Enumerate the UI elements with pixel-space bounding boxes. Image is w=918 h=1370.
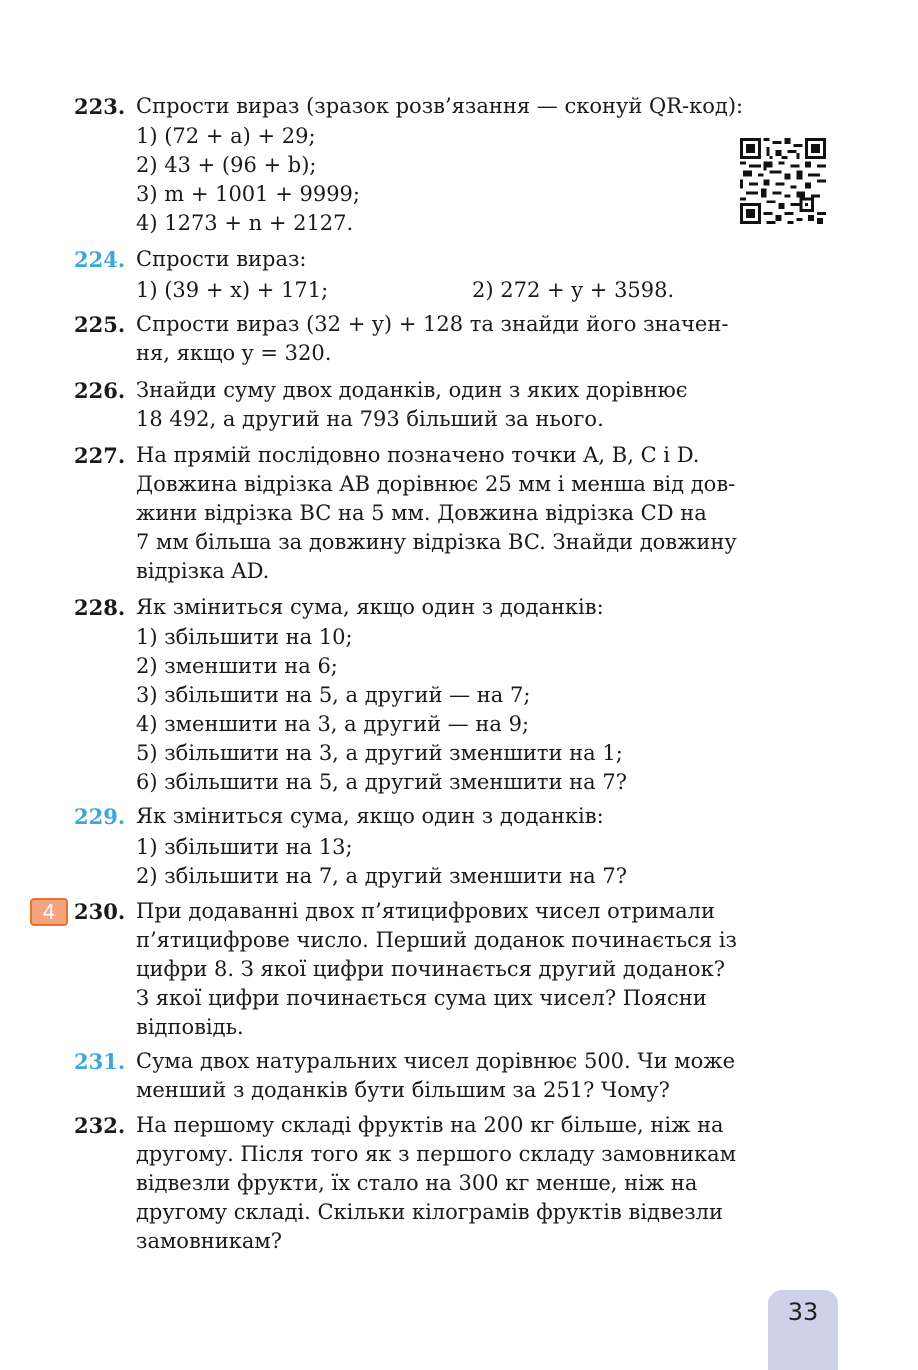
page-number-tab bbox=[768, 1290, 838, 1370]
exercise-text-line: п’ятицифрове число. Перший доданок починається із bbox=[136, 928, 738, 952]
exercise-subitem: 5) збільшити на 3, а другий зменшити на 1; bbox=[136, 741, 623, 765]
exercise-subitem: 4) 1273 + n + 2127. bbox=[136, 211, 354, 235]
exercise-text-line: Як зміниться сума, якщо один з доданків: bbox=[136, 595, 604, 619]
exercise-subitem: 1) (72 + a) + 29; bbox=[136, 124, 316, 148]
exercise-number: 231. bbox=[74, 1049, 126, 1074]
exercise-text-line: При додаванні двох п’ятицифрових чисел отримали bbox=[136, 899, 715, 923]
exercise-text-line: другому. Після того як з першого складу замовникам bbox=[136, 1142, 737, 1166]
exercise-number: 224. bbox=[74, 247, 126, 272]
exercise-text-line: 7 мм більша за довжину відрізка BC. Знайди довжину bbox=[136, 530, 737, 554]
exercise-number: 225. bbox=[74, 312, 126, 337]
exercise-text-line: 18 492, а другий на 793 більший за нього. bbox=[136, 407, 604, 431]
exercise-subitem: 2) зменшити на 6; bbox=[136, 654, 338, 678]
exercise-text-line: цифри 8. З якої цифри починається другий доданок? bbox=[136, 957, 725, 981]
exercise-number: 226. bbox=[74, 378, 126, 403]
exercise-text-line: відрізка AD. bbox=[136, 559, 270, 583]
exercise-subitem: 2) 43 + (96 + b); bbox=[136, 153, 317, 177]
exercise-subitem: 2) 272 + y + 3598. bbox=[472, 278, 675, 302]
exercise-text-line: відповідь. bbox=[136, 1015, 244, 1039]
exercise-text-line: відвезли фрукти, їх стало на 300 кг менше, ніж на bbox=[136, 1171, 698, 1195]
exercise-text-line: замовникам? bbox=[136, 1229, 283, 1253]
qr-code-icon[interactable] bbox=[740, 138, 826, 224]
exercise-subitem: 2) збільшити на 7, а другий зменшити на 7? bbox=[136, 864, 627, 888]
exercise-number: 228. bbox=[74, 595, 126, 620]
exercise-text-line: З якої цифри починається сума цих чисел? Поясни bbox=[136, 986, 707, 1010]
exercise-text-line: другому складі. Скільки кілограмів фруктів відвезли bbox=[136, 1200, 724, 1224]
exercise-subitem: 6) збільшити на 5, а другий зменшити на 7? bbox=[136, 770, 627, 794]
exercise-text-line: Спрости вираз (32 + y) + 128 та знайди його значен- bbox=[136, 312, 729, 336]
exercise-subitem: 1) (39 + x) + 171; bbox=[136, 278, 329, 302]
exercise-number: 227. bbox=[74, 443, 126, 468]
exercise-number: 229. bbox=[74, 804, 126, 829]
exercise-text-line: Знайди суму двох доданків, один з яких дорівнює bbox=[136, 378, 688, 402]
exercise-text-line: ня, якщо y = 320. bbox=[136, 341, 332, 365]
exercise-text-line: Довжина відрізка AB дорівнює 25 мм і менша від дов- bbox=[136, 472, 736, 496]
exercise-text-line: Сума двох натуральних чисел дорівнює 500. Чи може bbox=[136, 1049, 736, 1073]
exercise-subitem: 3) m + 1001 + 9999; bbox=[136, 182, 360, 206]
difficulty-level-badge: 4 bbox=[30, 898, 68, 926]
exercise-text-line: менший з доданків бути більшим за 251? Чому? bbox=[136, 1078, 670, 1102]
exercise-number: 232. bbox=[74, 1113, 126, 1138]
exercise-subitem: 3) збільшити на 5, а другий — на 7; bbox=[136, 683, 531, 707]
exercise-text-line: Спрости вираз (зразок розв’язання — сконуй QR-код): bbox=[136, 94, 744, 118]
exercise-subitem: 4) зменшити на 3, а другий — на 9; bbox=[136, 712, 530, 736]
exercise-text-line: Як зміниться сума, якщо один з доданків: bbox=[136, 804, 604, 828]
exercise-text-line: На першому складі фруктів на 200 кг більше, ніж на bbox=[136, 1113, 724, 1137]
exercise-text-line: На прямій послідовно позначено точки A, B, C і D. bbox=[136, 443, 700, 467]
page-number: 33 bbox=[787, 1298, 819, 1326]
exercise-subitem: 1) збільшити на 10; bbox=[136, 625, 353, 649]
exercise-text-line: Спрости вираз: bbox=[136, 247, 307, 271]
exercise-text-line: жини відрізка BC на 5 мм. Довжина відрізка CD на bbox=[136, 501, 707, 525]
exercise-number: 230. bbox=[74, 899, 126, 924]
exercise-subitem: 1) збільшити на 13; bbox=[136, 835, 353, 859]
exercise-number: 223. bbox=[74, 94, 126, 119]
